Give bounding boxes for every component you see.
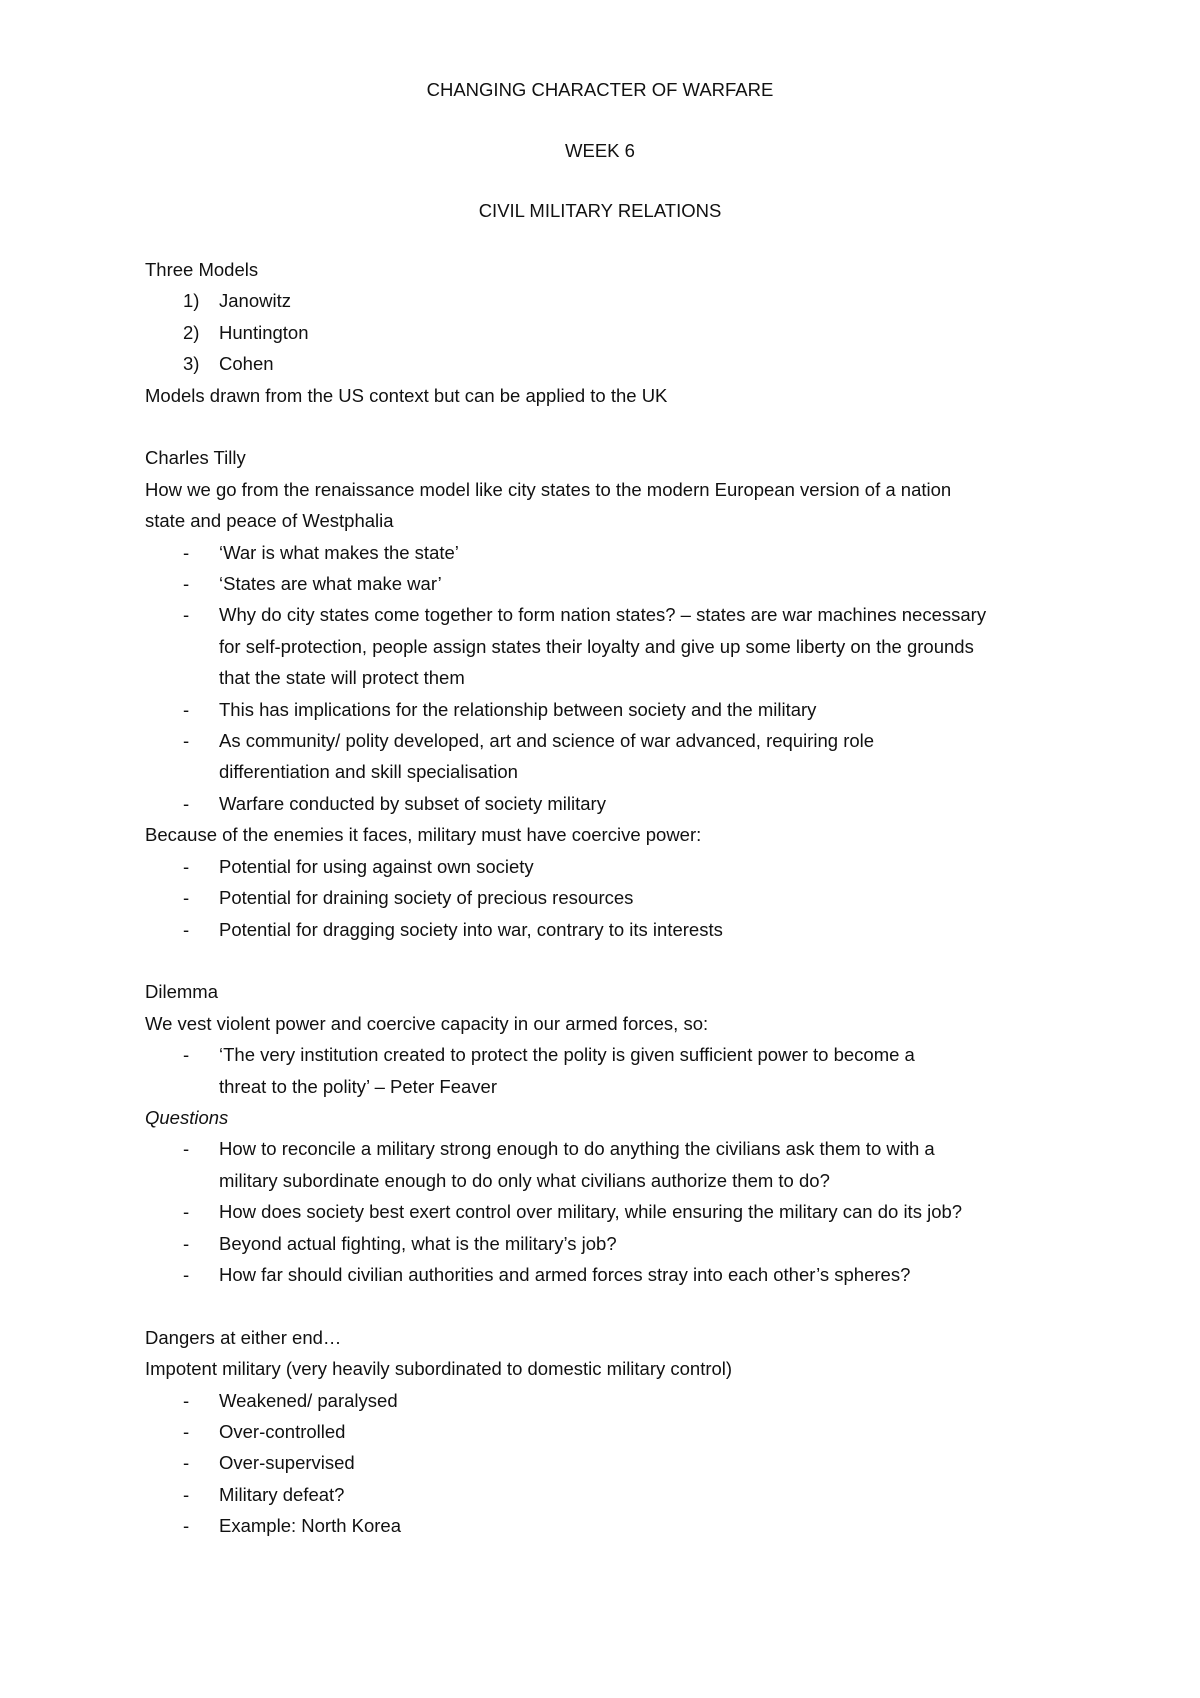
bullet-text: As community/ polity developed, art and science of war advanced, requiring role (219, 730, 875, 752)
bullet-item (145, 914, 1075, 945)
bullet-dash: - (183, 1389, 190, 1411)
bullet-item (145, 1196, 1075, 1227)
bullet-continuation (145, 631, 1075, 662)
coercive-intro: Because of the enemies it faces, military must have coercive power: (145, 824, 702, 846)
bullet-text: Why do city states come together to form nation states? – states are war machines necessary (219, 604, 987, 626)
spacer (145, 945, 1075, 976)
list-item (145, 348, 1075, 379)
bullet-item (145, 694, 1075, 725)
bullet-item (145, 1416, 1075, 1447)
bullet-dash: - (183, 573, 190, 595)
bullet-text: for self-protection, people assign states their loyalty and give up some liberty on the grounds (219, 635, 974, 657)
bullet-dash: - (183, 1483, 190, 1505)
questions-heading: Questions (145, 1106, 229, 1128)
paragraph-line: How we go from the renaissance model like city states to the modern European version of a nation (145, 478, 952, 500)
bullet-item (145, 851, 1075, 882)
bullet-item (145, 882, 1075, 913)
list-number: 2) (183, 321, 200, 343)
week-label: WEEK 6 (565, 140, 635, 161)
models-heading: Three Models (145, 259, 259, 280)
bullet-dash: - (183, 792, 190, 814)
bullet-text: ‘The very institution created to protect the polity is given sufficient power to become a (219, 1044, 915, 1066)
bullet-item (145, 725, 1075, 756)
bullet-item (145, 1385, 1075, 1416)
paragraph-line: Impotent military (very heavily subordinated to domestic military control) (145, 1358, 733, 1380)
bullet-dash: - (183, 604, 190, 626)
bullet-dash: - (183, 1232, 190, 1254)
list-item-text: Janowitz (219, 290, 291, 312)
bullet-text: How does society best exert control over military, while ensuring the military can do its job? (219, 1201, 963, 1223)
bullet-dash: - (183, 730, 190, 752)
bullet-text: Potential for dragging society into war, contrary to its interests (219, 918, 723, 940)
list-number: 1) (183, 290, 200, 312)
bullet-text: Over-controlled (219, 1420, 346, 1442)
bullet-dash: - (183, 887, 190, 909)
bullet-text: ‘War is what makes the state’ (219, 541, 459, 563)
paragraph-line: We vest violent power and coercive capacity in our armed forces, so: (145, 1012, 709, 1034)
bullet-text: This has implications for the relationship between society and the military (219, 698, 817, 720)
spacer (145, 411, 1075, 442)
bullet-item (145, 1510, 1075, 1541)
bullet-item (145, 1039, 1075, 1070)
bullet-text: Potential for using against own society (219, 855, 534, 877)
bullet-text: Warfare conducted by subset of society military (219, 792, 606, 814)
bullet-text: differentiation and skill specialisation (219, 761, 518, 783)
bullet-dash: - (183, 918, 190, 940)
list-item-text: Cohen (219, 353, 274, 375)
bullet-item (145, 599, 1075, 630)
bullet-text: Weakened/ paralysed (219, 1389, 398, 1411)
bullet-dash: - (183, 698, 190, 720)
bullet-item (145, 1133, 1075, 1164)
bullet-text: threat to the polity’ – Peter Feaver (219, 1075, 497, 1097)
list-number: 3) (183, 353, 200, 375)
bullet-dash: - (183, 1044, 190, 1066)
bullet-text: Beyond actual fighting, what is the military’s job? (219, 1232, 617, 1254)
list-item (145, 285, 1075, 316)
bullet-item (145, 1479, 1075, 1510)
bullet-text: How far should civilian authorities and armed forces stray into each other’s spheres? (219, 1263, 911, 1285)
list-item-text: Huntington (219, 321, 309, 343)
bullet-item (145, 788, 1075, 819)
bullet-continuation (145, 1165, 1075, 1196)
bullet-continuation (145, 1071, 1075, 1102)
bullet-item (145, 1259, 1075, 1290)
bullet-dash: - (183, 855, 190, 877)
dangers-heading: Dangers at either end… (145, 1326, 342, 1348)
bullet-continuation (145, 662, 1075, 693)
bullet-dash: - (183, 1138, 190, 1160)
list-item (145, 317, 1075, 348)
document-title: CHANGING CHARACTER OF WARFARE (426, 79, 774, 100)
bullet-item (145, 537, 1075, 568)
spacer (145, 1290, 1075, 1321)
bullet-continuation (145, 756, 1075, 787)
bullet-dash: - (183, 1263, 190, 1285)
bullet-text: Military defeat? (219, 1483, 345, 1505)
topic-heading: CIVIL MILITARY RELATIONS (478, 200, 722, 221)
bullet-dash: - (183, 1420, 190, 1442)
bullet-dash: - (183, 1201, 190, 1223)
bullet-item (145, 1228, 1075, 1259)
bullet-item (145, 568, 1075, 599)
bullet-text: Over-supervised (219, 1452, 355, 1474)
bullet-item (145, 1447, 1075, 1478)
bullet-text: military subordinate enough to do only what civilians authorize them to do? (219, 1169, 830, 1191)
tilly-heading: Charles Tilly (145, 447, 246, 469)
bullet-dash: - (183, 1452, 190, 1474)
bullet-text: How to reconcile a military strong enough to do anything the civilians ask them to with a (219, 1138, 935, 1160)
models-note: Models drawn from the US context but can be applied to the UK (145, 384, 668, 406)
bullet-text: ‘States are what make war’ (219, 573, 442, 595)
bullet-text: that the state will protect them (219, 667, 465, 689)
document-body (145, 254, 1075, 1542)
bullet-dash: - (183, 541, 190, 563)
dilemma-heading: Dilemma (145, 981, 218, 1003)
bullet-text: Potential for draining society of precious resources (219, 887, 634, 909)
bullet-text: Example: North Korea (219, 1515, 402, 1537)
bullet-dash: - (183, 1515, 190, 1537)
paragraph-line: state and peace of Westphalia (145, 510, 394, 532)
